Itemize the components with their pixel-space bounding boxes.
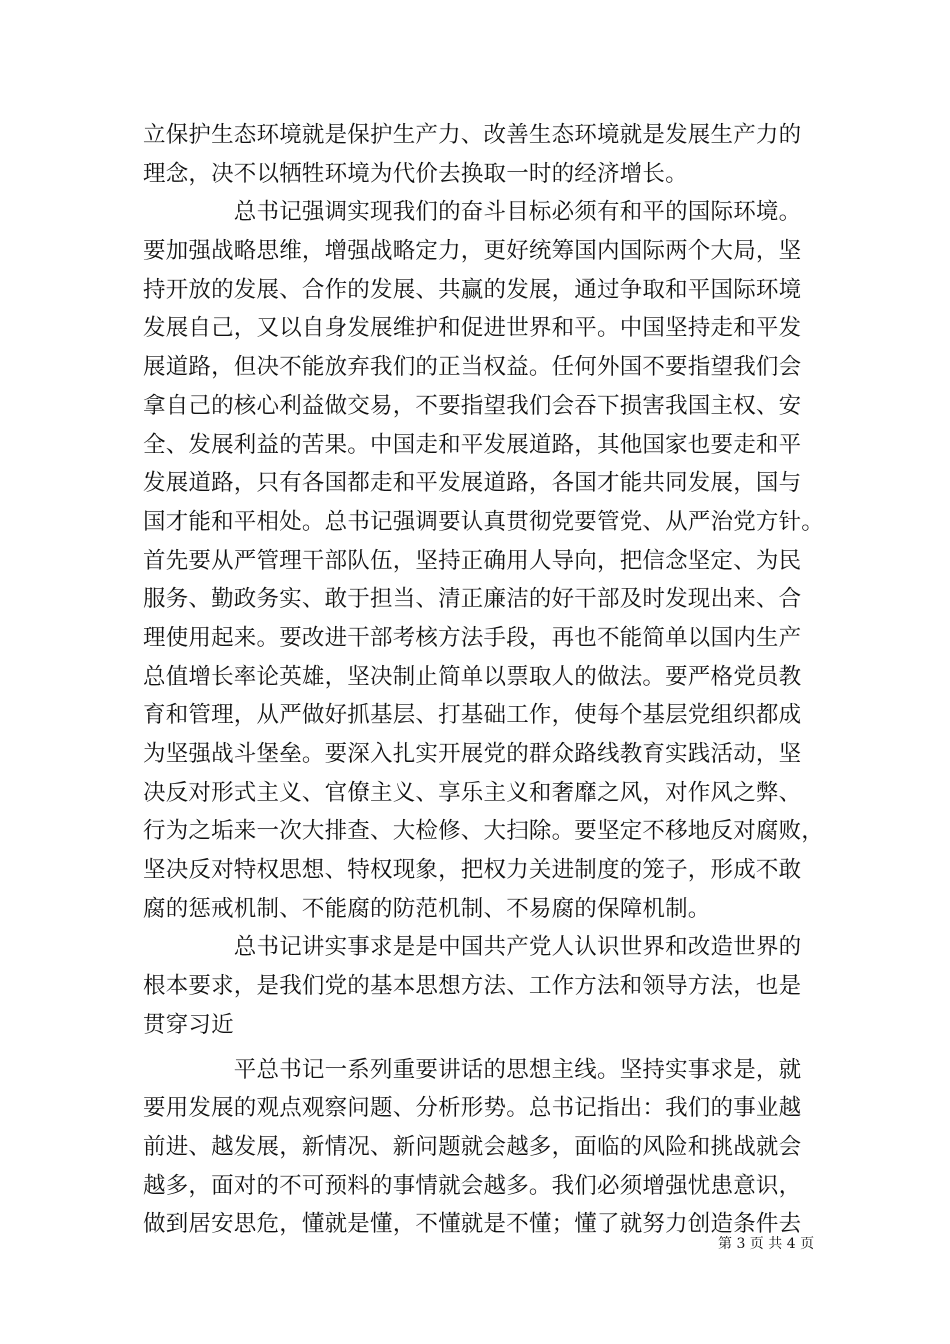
text-line: 根本要求，是我们党的基本思想方法、工作方法和领导方法，也是 — [143, 973, 802, 1000]
text-line: 总书记讲实事求是是中国共产党人认识世界和改造世界的 — [143, 934, 802, 961]
text-line: 越多，面对的不可预料的事情就会越多。我们必须增强忧患意识， — [143, 1172, 802, 1199]
text-line: 坚决反对特权思想、特权现象，把权力关进制度的笼子，形成不敢 — [143, 857, 802, 884]
text-line: 发展道路，只有各国都走和平发展道路，各国才能共同发展，国与 — [143, 470, 802, 497]
text-line: 持开放的发展、合作的发展、共赢的发展，通过争取和平国际环境 — [143, 276, 802, 303]
body-text — [143, 116, 825, 1244]
text-line: 要加强战略思维，增强战略定力，更好统筹国内国际两个大局，坚 — [143, 238, 802, 265]
text-line: 腐的惩戒机制、不能腐的防范机制、不易腐的保障机制。 — [143, 895, 711, 922]
text-line: 为坚强战斗堡垒。要深入扎实开展党的群众路线教育实践活动，坚 — [143, 741, 802, 767]
text-line: 前进、越发展，新情况、新问题就会越多，面临的风险和挑战就会 — [143, 1133, 802, 1160]
text-line: 贯穿习近 — [143, 1011, 234, 1038]
text-line: 行为之垢来一次大排查、大检修、大扫除。要坚定不移地反对腐败， — [143, 818, 825, 845]
text-line: 国才能和平相处。总书记强调要认真贯彻党要管党、从严治党方针。 — [143, 508, 825, 535]
text-line: 拿自己的核心利益做交易，不要指望我们会吞下损害我国主权、安 — [143, 392, 802, 419]
page-number: 第 3 页 共 4 页 — [718, 1236, 815, 1252]
text-line: 发展自己，又以自身发展维护和促进世界和平。中国坚持走和平发 — [143, 315, 802, 342]
text-line: 总书记强调实现我们的奋斗目标必须有和平的国际环境。 — [143, 199, 802, 226]
text-line: 总值增长率论英雄，坚决制止简单以票取人的做法。要严格党员教 — [143, 663, 802, 690]
text-line: 全、发展利益的苦果。中国走和平发展道路，其他国家也要走和平 — [143, 431, 802, 458]
text-line: 平总书记一系列重要讲话的思想主线。坚持实事求是，就 — [143, 1056, 802, 1083]
text-line: 理念，决不以牺牲环境为代价去换取一时的经济增长。 — [143, 160, 688, 187]
text-line: 立保护生态环境就是保护生产力、改善生态环境就是发展生产力的 — [143, 122, 802, 148]
text-line: 理使用起来。要改进干部考核方法手段，再也不能简单以国内生产 — [143, 624, 802, 651]
text-line: 做到居安思危，懂就是懂，不懂就是不懂；懂了就努力创造条件去 — [143, 1211, 802, 1238]
text-line: 服务、勤政务实、敢于担当、清正廉洁的好干部及时发现出来、合 — [143, 586, 802, 613]
text-line: 要用发展的观点观察问题、分析形势。总书记指出：我们的事业越 — [143, 1095, 802, 1122]
text-line: 首先要从严管理干部队伍，坚持正确用人导向，把信念坚定、为民 — [143, 547, 802, 574]
text-line: 决反对形式主义、官僚主义、享乐主义和奢靡之风，对作风之弊、 — [143, 779, 802, 806]
text-line: 育和管理，从严做好抓基层、打基础工作，使每个基层党组织都成 — [143, 702, 802, 729]
text-line: 展道路，但决不能放弃我们的正当权益。任何外国不要指望我们会 — [143, 354, 802, 381]
